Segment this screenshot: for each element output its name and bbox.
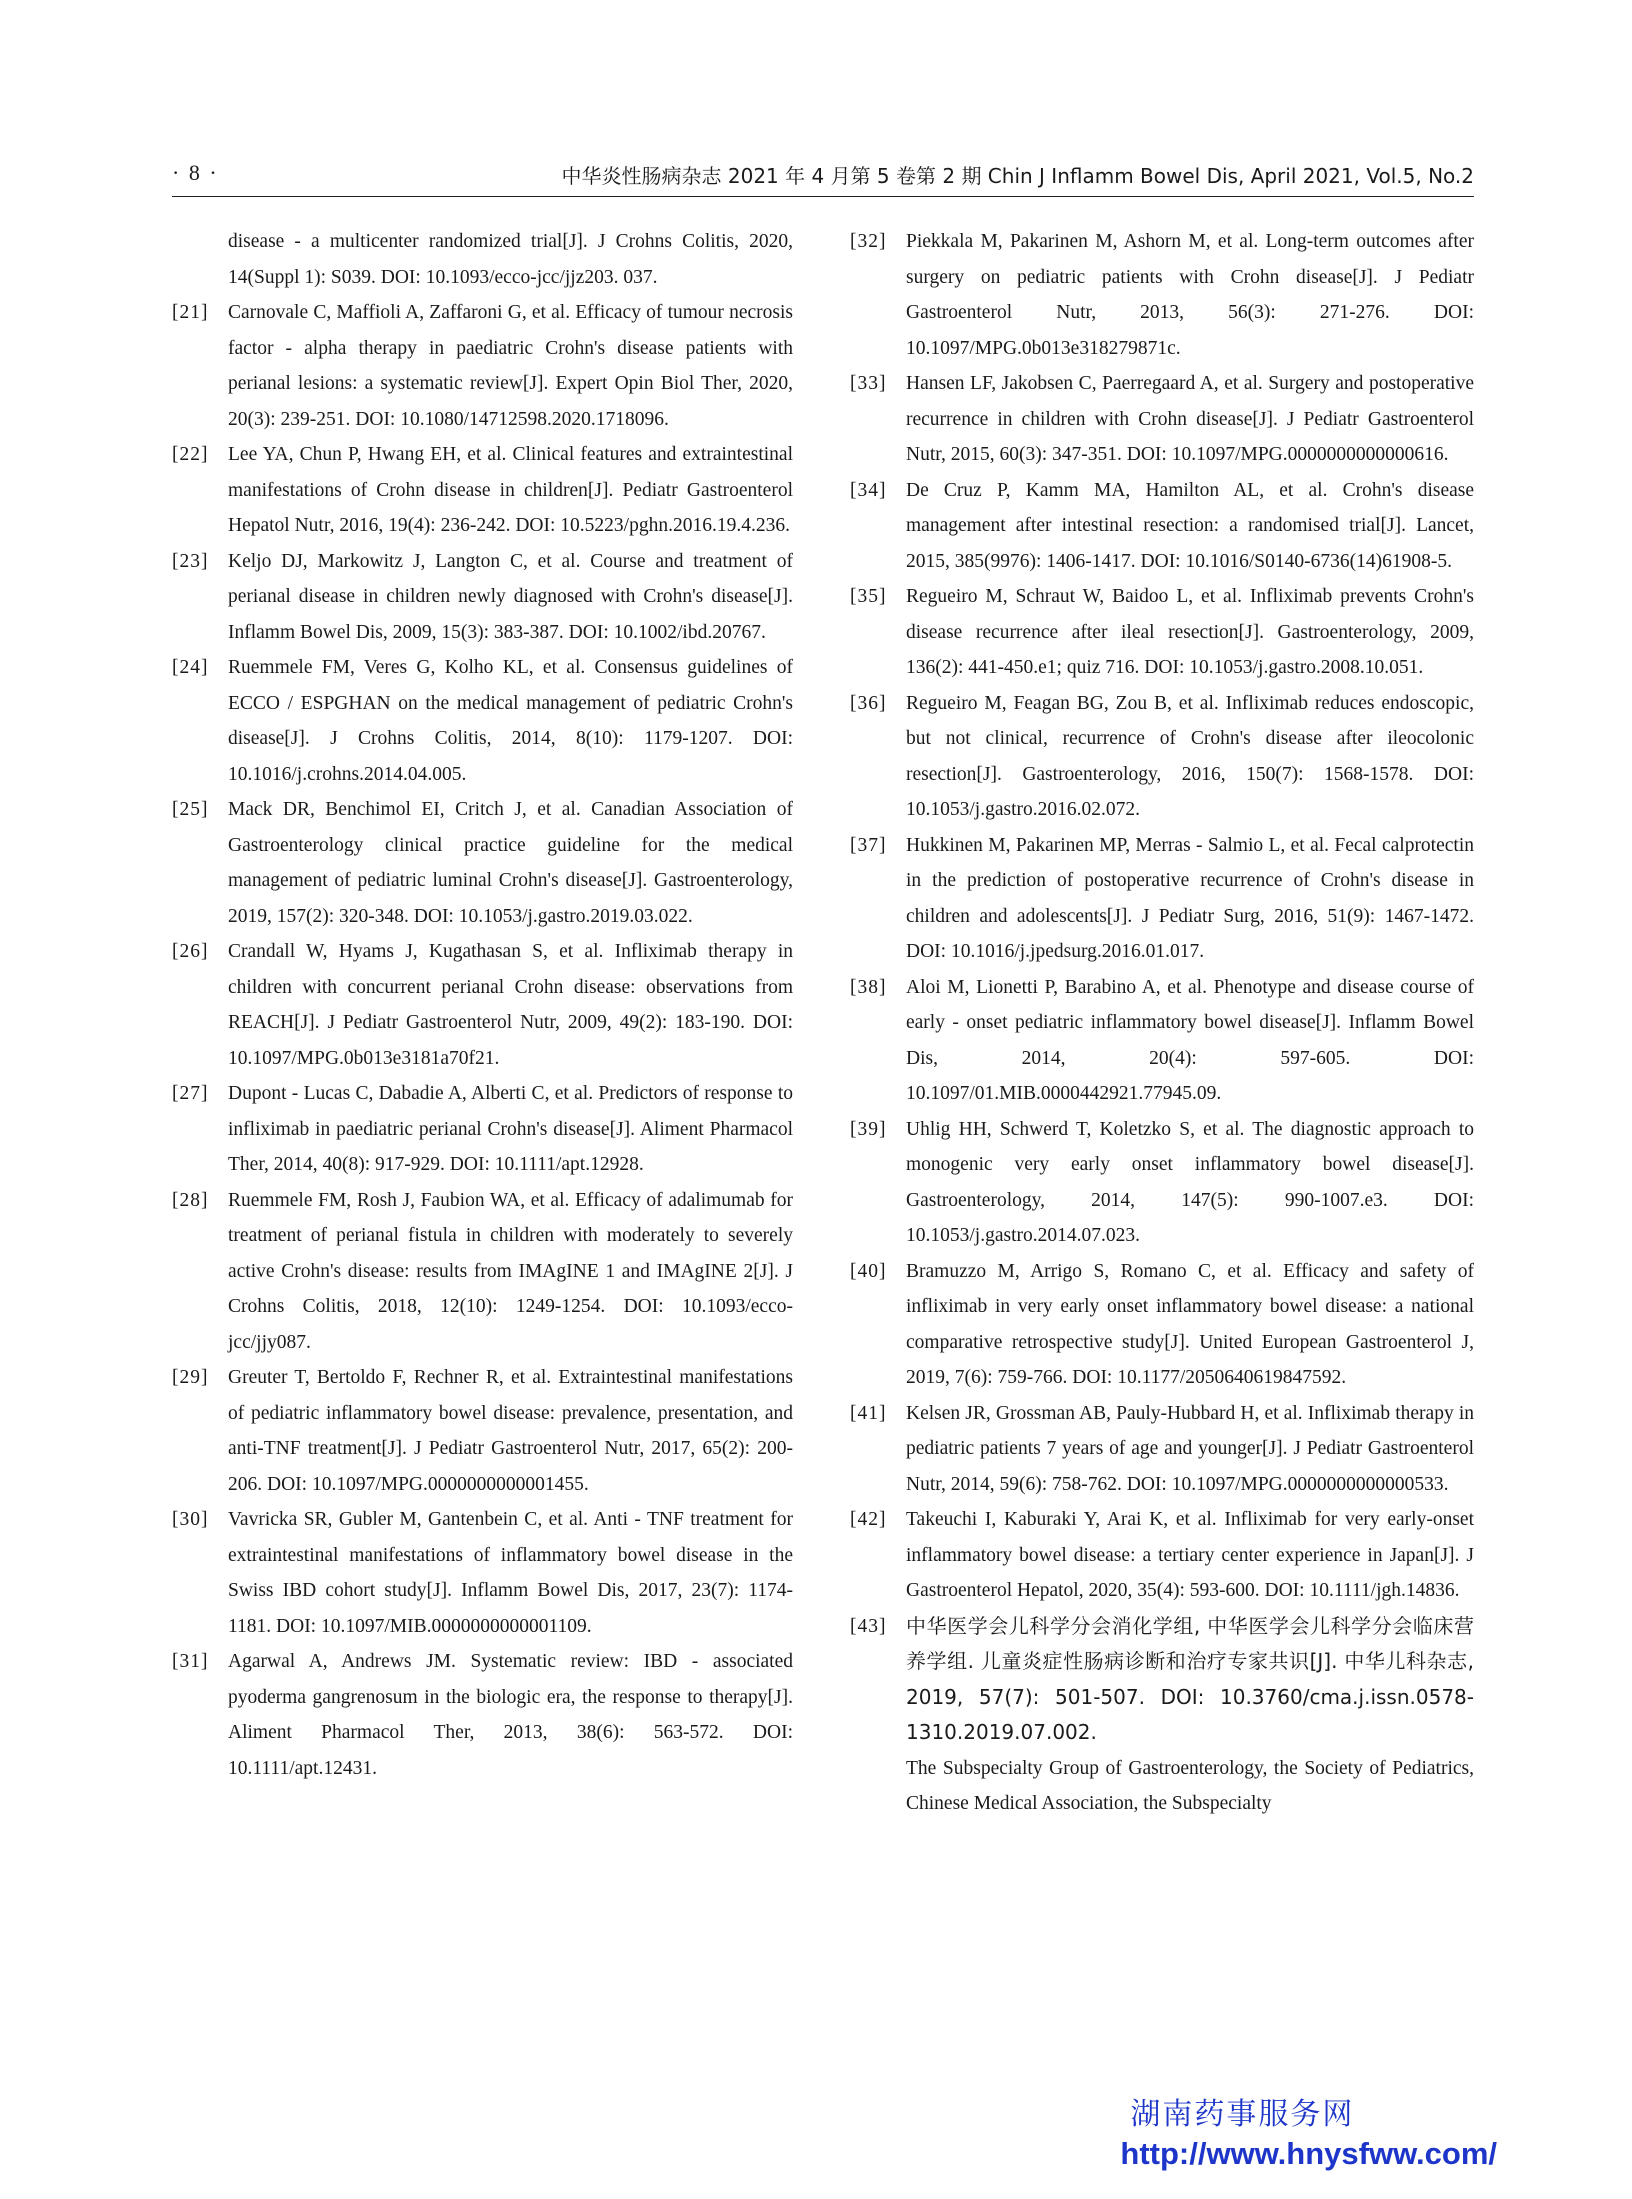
reference-item (172, 1644, 793, 1786)
reference-number: [40] (850, 1260, 887, 1282)
reference-text: Hansen LF, Jakobsen C, Paerregaard A, et al. Surgery and postoperative recurrence in children with Crohn disease[J]. J Pediatr Gastroenterol Nutr, 2015, 60(3): 347-351. DOI: 10.1097/MPG.0000000000000616. (906, 373, 1474, 465)
reference-text: Uhlig HH, Schwerd T, Koletzko S, et al. The diagnostic approach to monogenic very early onset inflammatory bowel disease[J]. Gastroenterology, 2014, 147(5): 990-1007.e3. DOI: 10.1053/j.gastro.2014.07.023. (906, 1118, 1474, 1246)
reference-item (850, 1254, 1474, 1396)
reference-text: 中华医学会儿科学分会消化学组, 中华医学会儿科学分会临床营养学组. 儿童炎症性肠病诊断和治疗专家共识[J]. 中华儿科杂志, 2019, 57(7): 501-507. DOI: 10.3760/cma.j.issn.0578-1310.2019.07.002. (906, 1613, 1474, 1744)
reference-text: Ruemmele FM, Rosh J, Faubion WA, et al. Efficacy of adalimumab for treatment of perianal fistula in children with moderately to severely active Crohn's disease: results from IMAgINE 1 and IMAgINE 2[J]. J Crohns Colitis, 2018, 12(10): 1249-1254. DOI: 10.1093/ecco-jcc/jjy087. (228, 1189, 793, 1353)
reference-item (172, 1502, 793, 1644)
reference-number: [27] (172, 1083, 209, 1104)
reference-item (172, 1076, 793, 1183)
reference-number: [24] (172, 657, 209, 678)
reference-item (850, 1396, 1474, 1503)
page-header (172, 158, 1474, 194)
reference-number: [33] (850, 373, 887, 394)
reference-text: De Cruz P, Kamm MA, Hamilton AL, et al. Crohn's disease management after intestinal resection: a randomised trial[J]. Lancet, 2015, 385(9976): 1406-1417. DOI: 10.1016/S0140-6736(14)61908-5. (906, 479, 1474, 572)
reference-continuation: disease - a multicenter randomized trial[J]. J Crohns Colitis, 2020, 14(Suppl 1): S039. DOI: 10.1093/ecco-jcc/jjz203. 037. (228, 231, 793, 288)
page-number: · 8 · (172, 160, 219, 185)
reference-text: Greuter T, Bertoldo F, Rechner R, et al. Extraintestinal manifestations of pediatric inflammatory bowel disease: prevalence, presentation, and anti-TNF treatment[J]. J Pediatr Gastroenterol Nutr, 2017, 65(2): 200-206. DOI: 10.1097/MPG.0000000000001455. (228, 1367, 793, 1495)
reference-text: Piekkala M, Pakarinen M, Ashorn M, et al. Long-term outcomes after surgery on pediatric patients with Crohn disease[J]. J Pediatr Gastroenterol Nutr, 2013, 56(3): 271-276. DOI: 10.1097/MPG.0b013e318279871c. (906, 231, 1474, 359)
journal-citation: 中华炎性肠病杂志 2021 年 4 月第 5 卷第 2 期 Chin J Inflamm Bowel Dis, April 2021, Vol.5, No.2 (561, 164, 1474, 188)
watermark-url[interactable]: http://www.hnysfww.com/ (1120, 2136, 1497, 2171)
reference-text: Regueiro M, Feagan BG, Zou B, et al. Infliximab reduces endoscopic, but not clinical, recurrence of Crohn's disease after ileocolonic resection[J]. Gastroenterology, 2016, 150(7): 1568-1578. DOI: 10.1053/j.gastro.2016.02.072. (906, 692, 1474, 820)
reference-number: [32] (850, 231, 887, 252)
reference-item (850, 970, 1474, 1112)
reference-number: [43] (850, 1615, 887, 1637)
reference-item (850, 1502, 1474, 1609)
reference-item (172, 934, 793, 1076)
reference-trailing-text: The Subspecialty Group of Gastroenterology, the Society of Pediatrics, Chinese Medical Association, the Subspecialty (906, 1757, 1474, 1814)
reference-number: [28] (172, 1189, 209, 1211)
reference-number: [22] (172, 444, 209, 465)
reference-item (172, 650, 793, 792)
reference-number: [39] (850, 1118, 887, 1140)
reference-number: [30] (172, 1509, 209, 1530)
watermark-site-name: 湖南药事服务网 (1130, 2097, 1355, 2132)
reference-text: Dupont - Lucas C, Dabadie A, Alberti C, et al. Predictors of response to infliximab in paediatric perianal Crohn's disease[J]. Aliment Pharmacol Ther, 2014, 40(8): 917-929. DOI: 10.1111/apt.12928. (228, 1083, 793, 1175)
reference-text: Aloi M, Lionetti P, Barabino A, et al. Phenotype and disease course of early - onset pediatric inflammatory bowel disease[J]. Inflamm Bowel Dis, 2014, 20(4): 597-605. DOI: 10.1097/01.MIB.0000442921.77945.09. (906, 976, 1474, 1104)
reference-item (172, 1360, 793, 1502)
reference-text: Mack DR, Benchimol EI, Critch J, et al. Canadian Association of Gastroenterology clinical practice guideline for the medical management of pediatric luminal Crohn's disease[J]. Gastroenterology, 2019, 157(2): 320-348. DOI: 10.1053/j.gastro.2019.03.022. (228, 799, 793, 927)
reference-number: [41] (850, 1402, 887, 1424)
header-rule (172, 196, 1474, 197)
reference-text: Vavricka SR, Gubler M, Gantenbein C, et al. Anti - TNF treatment for extraintestinal manifestations of inflammatory bowel disease in the Swiss IBD cohort study[J]. Inflamm Bowel Dis, 2017, 23(7): 1174-1181. DOI: 10.1097/MIB.0000000000001109. (228, 1509, 793, 1637)
reference-text: Crandall W, Hyams J, Kugathasan S, et al. Infliximab therapy in children with concurrent perianal Crohn disease: observations from REACH[J]. J Pediatr Gastroenterol Nutr, 2009, 49(2): 183-190. DOI: 10.1097/MPG.0b013e3181a70f21. (228, 941, 793, 1069)
reference-text: Bramuzzo M, Arrigo S, Romano C, et al. Efficacy and safety of infliximab in very early onset inflammatory bowel disease: a national comparative retrospective study[J]. United European Gastroenterol J, 2019, 7(6): 759-766. DOI: 10.1177/2050640619847592. (906, 1260, 1474, 1388)
reference-text: Regueiro M, Schraut W, Baidoo L, et al. Infliximab prevents Crohn's disease recurrence after ileal resection[J]. Gastroenterology, 2009, 136(2): 441-450.e1; quiz 716. DOI: 10.1053/j.gastro.2008.10.051. (906, 586, 1474, 678)
reference-number: [21] (172, 302, 209, 323)
reference-item (850, 1609, 1474, 1751)
reference-text: Kelsen JR, Grossman AB, Pauly-Hubbard H, et al. Infliximab therapy in pediatric patients 7 years of age and younger[J]. J Pediatr Gastroenterol Nutr, 2014, 59(6): 758-762. DOI: 10.1097/MPG.0000000000000533. (906, 1402, 1474, 1495)
reference-number: [26] (172, 941, 209, 962)
reference-item (172, 1183, 793, 1361)
reference-item (850, 366, 1474, 473)
reference-list-left (172, 295, 793, 1786)
reference-item (172, 544, 793, 651)
reference-number: [35] (850, 586, 887, 607)
reference-column-right (850, 224, 1474, 1822)
reference-number: [29] (172, 1367, 209, 1388)
watermark (1120, 2096, 1497, 2174)
reference-number: [42] (850, 1509, 887, 1530)
reference-text: Keljo DJ, Markowitz J, Langton C, et al. Course and treatment of perianal disease in children newly diagnosed with Crohn's disease[J]. Inflamm Bowel Dis, 2009, 15(3): 383-387. DOI: 10.1002/ibd.20767. (228, 550, 793, 643)
reference-item (850, 473, 1474, 580)
reference-item (172, 295, 793, 437)
reference-number: [31] (172, 1651, 209, 1672)
reference-item (850, 828, 1474, 970)
reference-item (172, 792, 793, 934)
reference-column-left (172, 224, 793, 1786)
reference-text: Takeuchi I, Kaburaki Y, Arai K, et al. Infliximab for very early-onset inflammatory bowel disease: a tertiary center experience in Japan[J]. J Gastroenterol Hepatol, 2020, 35(4): 593-600. DOI: 10.1111/jgh.14836. (906, 1509, 1474, 1601)
reference-text: Carnovale C, Maffioli A, Zaffaroni G, et al. Efficacy of tumour necrosis factor - alpha therapy in paediatric Crohn's disease patients with perianal lesions: a systematic review[J]. Expert Opin Biol Ther, 2020, 20(3): 239-251. DOI: 10.1080/14712598.2020.1718096. (228, 302, 793, 430)
reference-number: [34] (850, 479, 887, 501)
reference-item (850, 579, 1474, 686)
reference-number: [38] (850, 976, 887, 998)
reference-number: [37] (850, 834, 887, 856)
reference-item (850, 1112, 1474, 1254)
reference-text: Agarwal A, Andrews JM. Systematic review: IBD - associated pyoderma gangrenosum in the biologic era, the response to therapy[J]. Aliment Pharmacol Ther, 2013, 38(6): 563-572. DOI: 10.1111/apt.12431. (228, 1651, 793, 1779)
reference-number: [25] (172, 799, 209, 820)
reference-item (850, 224, 1474, 366)
reference-list-right (850, 224, 1474, 1751)
reference-item (172, 437, 793, 544)
reference-item (850, 686, 1474, 828)
reference-text: Ruemmele FM, Veres G, Kolho KL, et al. Consensus guidelines of ECCO / ESPGHAN on the medical management of pediatric Crohn's disease[J]. J Crohns Colitis, 2014, 8(10): 1179-1207. DOI: 10.1016/j.crohns.2014.04.005. (228, 657, 793, 785)
reference-number: [23] (172, 550, 209, 572)
reference-text: Hukkinen M, Pakarinen MP, Merras - Salmio L, et al. Fecal calprotectin in the prediction of postoperative recurrence of Crohn's disease in children and adolescents[J]. J Pediatr Surg, 2016, 51(9): 1467-1472. DOI: 10.1016/j.jpedsurg.2016.01.017. (906, 834, 1474, 962)
reference-number: [36] (850, 692, 887, 714)
reference-text: Lee YA, Chun P, Hwang EH, et al. Clinical features and extraintestinal manifestations of Crohn disease in children[J]. Pediatr Gastroenterol Hepatol Nutr, 2016, 19(4): 236-242. DOI: 10.5223/pghn.2016.19.4.236. (228, 444, 793, 536)
